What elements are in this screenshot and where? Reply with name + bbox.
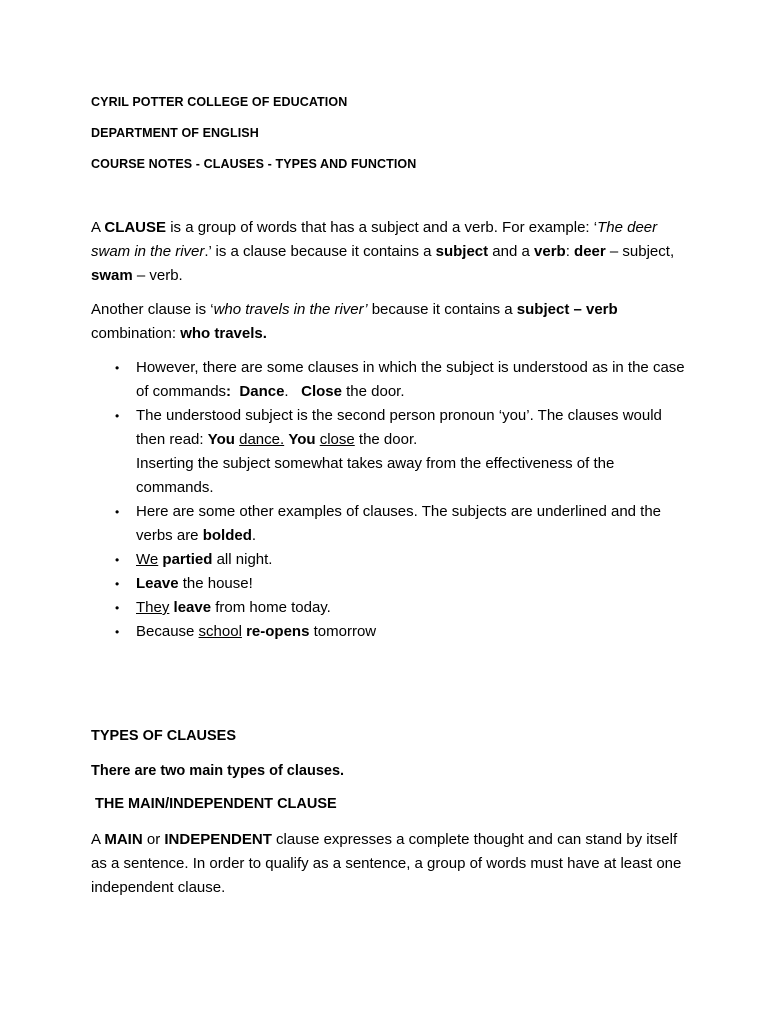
text: .’ is a clause because it contains a xyxy=(204,243,436,260)
text: However, there are some clauses in which the subject is understood as in the case of commands xyxy=(136,359,685,400)
list-item xyxy=(91,620,691,644)
text: and a xyxy=(488,243,535,260)
verb-close: close xyxy=(319,431,355,448)
list-item xyxy=(91,572,691,596)
text: the door. xyxy=(341,383,405,400)
text: – subject, xyxy=(605,243,675,260)
list-item xyxy=(91,500,691,548)
term-deer: deer xyxy=(574,243,606,260)
example-sentence: The deer swam in the river xyxy=(91,219,658,260)
text: clause expresses a complete thought and can stand by itself as a sentence. In order to qualify as a sentence, a group of words must have at least one independent clause. xyxy=(91,831,682,896)
example-phrase: who travels in the river’ xyxy=(213,301,368,318)
section-subheading: There are two main types of clauses. xyxy=(91,763,345,779)
term-who-travels: who travels. xyxy=(180,325,267,342)
text: is a group of words that has a subject and a verb. For example: ‘ xyxy=(166,219,598,236)
text: combination: xyxy=(91,325,181,342)
term-subject: subject xyxy=(435,243,489,260)
subject: school xyxy=(198,623,242,640)
term-independent: INDEPENDENT xyxy=(164,831,272,848)
text: tomorrow xyxy=(309,623,377,640)
list-item xyxy=(91,404,691,500)
term-clause: CLAUSE xyxy=(104,219,167,236)
command-dance: Dance xyxy=(239,383,285,400)
text: . xyxy=(284,383,289,400)
section-heading-types: TYPES OF CLAUSES xyxy=(91,728,237,744)
text: the door. xyxy=(354,431,418,448)
bullet-icon: • xyxy=(115,625,120,639)
text: The understood subject is the second person pronoun ‘you’. The clauses would then read: xyxy=(136,407,662,448)
bullet-icon: • xyxy=(115,553,120,567)
bullet-icon: • xyxy=(115,409,120,423)
verb-dance: dance. xyxy=(239,431,285,448)
subject-you: You xyxy=(288,431,316,448)
list-item xyxy=(91,596,691,620)
verb: re-opens xyxy=(246,623,310,640)
intro-paragraph-1 xyxy=(91,216,691,288)
course-title: COURSE NOTES - CLAUSES - TYPES AND FUNCTION xyxy=(91,157,417,171)
text: A xyxy=(91,831,105,848)
command-close: Close xyxy=(301,383,342,400)
text: or xyxy=(142,831,165,848)
text: A xyxy=(91,219,105,236)
list-item xyxy=(91,548,691,572)
list-item xyxy=(91,356,691,404)
department-name: DEPARTMENT OF ENGLISH xyxy=(91,126,259,140)
bullet-icon: • xyxy=(115,505,120,519)
term-main: MAIN xyxy=(104,831,143,848)
main-clause-paragraph xyxy=(91,828,691,900)
examples-list xyxy=(91,356,691,644)
text: . xyxy=(251,527,257,544)
text: all night. xyxy=(212,551,273,568)
verb: Leave xyxy=(136,575,179,592)
verb: partied xyxy=(162,551,213,568)
bullet-icon: • xyxy=(115,577,120,591)
text: – verb. xyxy=(132,267,183,284)
subject-you: You xyxy=(207,431,235,448)
term-verb: verb xyxy=(534,243,566,260)
text: because it contains a xyxy=(367,301,517,318)
text: Inserting the subject somewhat takes away from the effectiveness of the commands. xyxy=(136,455,615,496)
college-name: CYRIL POTTER COLLEGE OF EDUCATION xyxy=(91,95,348,109)
bullet-icon: • xyxy=(115,601,120,615)
term-swam: swam xyxy=(91,267,133,284)
term-subject-verb: subject – verb xyxy=(516,301,618,318)
text: : xyxy=(226,383,232,400)
text: Here are some other examples of clauses. The subjects are underlined and the verbs are xyxy=(136,503,662,544)
text: Another clause is ‘ xyxy=(91,301,214,318)
subject: We xyxy=(136,551,159,568)
bullet-icon: • xyxy=(115,361,120,375)
section-heading-main-clause: THE MAIN/INDEPENDENT CLAUSE xyxy=(95,796,337,812)
text: the house! xyxy=(178,575,253,592)
term-bolded: bolded xyxy=(202,527,252,544)
text: : xyxy=(565,243,575,260)
intro-paragraph-2 xyxy=(91,298,691,346)
verb: leave xyxy=(173,599,212,616)
text: from home today. xyxy=(211,599,331,616)
text: Because xyxy=(136,623,199,640)
subject: They xyxy=(136,599,170,616)
